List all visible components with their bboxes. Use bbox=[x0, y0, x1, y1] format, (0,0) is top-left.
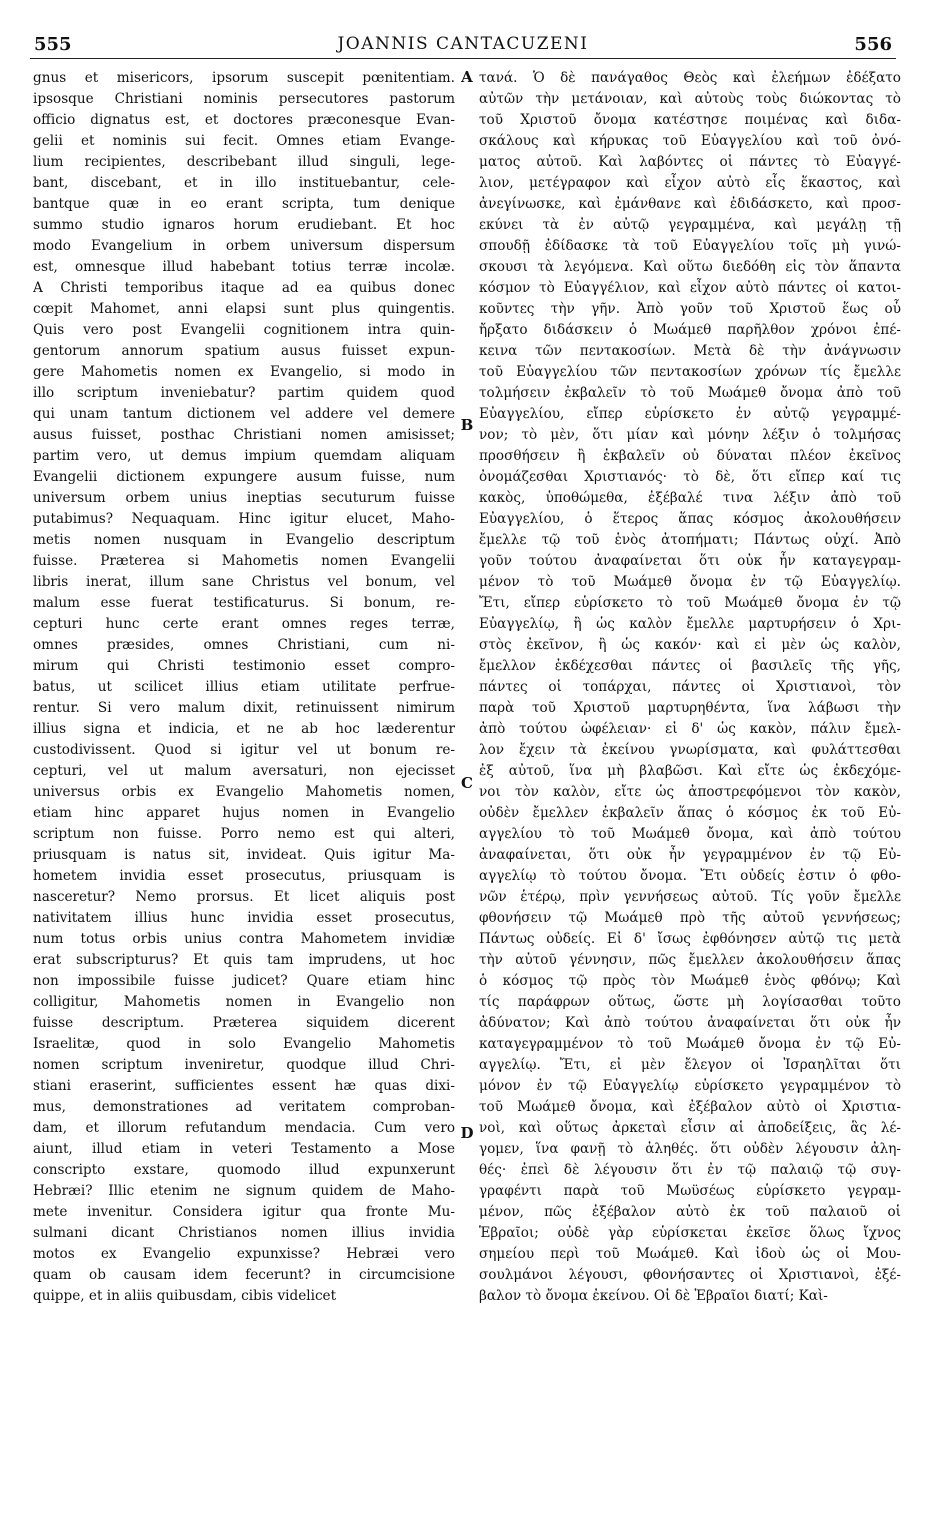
greek-text-line: φθονήσειν τῷ Μωάμεθ πρὸ τῆς αὐτοῦ γεννήσεως; bbox=[479, 910, 901, 926]
greek-text-line: λον ἔχειν τὰ ἐκείνου γνωρίσματα, καὶ φυλάττεσθαι bbox=[479, 742, 901, 758]
greek-text-line: κόσμον τὸ Εὐαγγέλιον, καὶ εἶχον αὐτὸ πάντες οἱ κατοι- bbox=[479, 280, 901, 296]
greek-text-line: μόνον ἐν τῷ Εὐαγγελίῳ εὑρίσκετο γεγραμμένον τὸ bbox=[479, 1078, 901, 1094]
greek-text-line: ματος αὐτοῦ. Καὶ λαβόντες οἱ πάντες τὸ Εὐαγγέ- bbox=[479, 154, 901, 170]
latin-text-line: bantque quæ in eo erant scripta, tum denique bbox=[33, 196, 455, 212]
greek-text-line: κοῦντες τὴν γῆν. Ἀπὸ γοῦν τοῦ Χριστοῦ ἕως οὗ bbox=[479, 301, 901, 317]
section-marker-c: C bbox=[461, 774, 473, 792]
greek-text-line: μένον, πῶς ἐξέβαλον αὐτὸ ἐκ τοῦ παλαιοῦ οἱ bbox=[479, 1204, 901, 1220]
latin-text-line: mus, demonstrationes ad veritatem comproban- bbox=[33, 1099, 455, 1115]
latin-text-line: custodivissent. Quod si igitur vel ut bonum re- bbox=[33, 742, 455, 758]
greek-text-line: γραφέντι παρὰ τοῦ Μωϋσέως εὑρίσκετο γεγραμ- bbox=[479, 1183, 901, 1199]
greek-text-line: νοὶ, καὶ οὕτως ἀρκεταὶ εἶσιν αἱ ἀποδείξεις, ἃς λέ- bbox=[479, 1120, 901, 1136]
latin-text-line: est, omnesque illud habebant totius terræ incolæ. bbox=[33, 259, 455, 275]
latin-text-line: gere Mahometis nomen ex Evangelio, si modo in bbox=[33, 364, 455, 380]
latin-text-line: universus orbis ex Evangelio Mahometis nomen, bbox=[33, 784, 455, 800]
section-marker-d: D bbox=[460, 1124, 474, 1142]
greek-text-line: τοῦ Χριστοῦ ὄνομα κατέστησε ποιμένας καὶ διδα- bbox=[479, 112, 901, 128]
greek-column bbox=[479, 68, 901, 1528]
greek-text-line: τανά. Ὁ δὲ πανάγαθος Θεὸς καὶ ἐλεήμων ἐδέξατο bbox=[479, 70, 901, 86]
greek-text-line: καταγεγραμμένον τὸ τοῦ Μωάμεθ ὄνομα ἐν τῷ Εὐ- bbox=[479, 1036, 901, 1052]
latin-text-line: Quis vero post Evangelii cognitionem intra quin- bbox=[33, 322, 455, 338]
greek-text-line: τίς παράφρων οὕτως, ὥστε μὴ λογίσασθαι τοῦτο bbox=[479, 994, 901, 1010]
latin-text-line: qui unam tantum dictionem vel addere vel demere bbox=[33, 406, 455, 422]
greek-text-line: τολμήσειν ἐκβαλεῖν τὸ τοῦ Μωάμεθ ὄνομα ἀπὸ τοῦ bbox=[479, 385, 901, 401]
greek-text-line: νοι τὸν καλὸν, εἴτε ὡς ἀποστρεφόμενοι τὸν κακὸν, bbox=[479, 784, 901, 800]
latin-text-line: omnes præsides, omnes Christiani, cum ni- bbox=[33, 637, 455, 653]
latin-text-line: colligitur, Mahometis nomen in Evangelio non bbox=[33, 994, 455, 1010]
latin-text-line: putabimus? Nequaquam. Hinc igitur elucet, Maho- bbox=[33, 511, 455, 527]
greek-text-line: ἀπὸ τούτου ὠφέλειαν· εἰ δ' ὡς κακὸν, πάλιν ἔμελ- bbox=[479, 721, 901, 737]
latin-text-line: sulmani dicant Christianos nomen illius invidia bbox=[33, 1225, 455, 1241]
latin-text-line: ipsosque Christiani nominis persecutores pastorum bbox=[33, 91, 455, 107]
greek-text-line: γομεν, ἵνα φανῇ τὸ ἀληθές. ὅτι οὐδὲν λέγουσιν ἀλη- bbox=[479, 1141, 901, 1157]
latin-text-line: nomen scriptum inveniretur, quodque illud Chri- bbox=[33, 1057, 455, 1073]
latin-text-line: partim vero, ut demus impium quemdam aliquam bbox=[33, 448, 455, 464]
latin-text-line: hometem invidia esset prosecutus, priusquam is bbox=[33, 868, 455, 884]
latin-text-line: mete invenitur. Considera igitur qua fronte Mu- bbox=[33, 1204, 455, 1220]
latin-text-line: Israelitæ, quod in solo Evangelio Mahometis bbox=[33, 1036, 455, 1052]
latin-text-line: summo studio ignaros horum erudiebant. Et hoc bbox=[33, 217, 455, 233]
greek-text-line: σπουδῇ ἐδίδασκε τὰ τοῦ Εὐαγγελίου τοῖς μὴ γινώ- bbox=[479, 238, 901, 254]
greek-text-line: θές· ἐπεὶ δὲ λέγουσιν ὅτι ἐν τῷ παλαιῷ τῷ συγ- bbox=[479, 1162, 901, 1178]
latin-text-line: Hebræi? Illic etenim ne signum quidem de Maho- bbox=[33, 1183, 455, 1199]
greek-text-line: Εὐαγγελίου, ὁ ἕτερος ἅπας κόσμος ἀκολουθήσειν bbox=[479, 511, 901, 527]
latin-text-line: stiani eraserint, sufficientes essent hæ quas dixi- bbox=[33, 1078, 455, 1094]
greek-text-line: Ἑβραῖοι; οὐδὲ γὰρ εὑρίσκεται ἐκεῖσε ὅλως ἴχνος bbox=[479, 1225, 901, 1241]
latin-text-line: aiunt, illud etiam in veteri Testamento a Mose bbox=[33, 1141, 455, 1157]
greek-text-line: πάντες οἱ τοπάρχαι, πάντες οἱ Χριστιανοὶ, τὸν bbox=[479, 679, 901, 695]
latin-text-line: metis nomen nusquam in Evangelio descriptum bbox=[33, 532, 455, 548]
latin-text-line: motos ex Evangelio expunxisse? Hebræi vero bbox=[33, 1246, 455, 1262]
greek-text-line: βαλον τὸ ὄνομα ἐκείνου. Οἱ δὲ Ἑβραῖοι διατί; Καὶ- bbox=[479, 1288, 828, 1304]
latin-text-line: fuisse descriptum. Præterea siquidem dicerent bbox=[33, 1015, 455, 1031]
running-title: JOANNIS CANTACUZENI bbox=[337, 34, 589, 54]
right-page-number: 556 bbox=[854, 34, 892, 55]
latin-text-line: gnus et misericors, ipsorum suscepit pœnitentiam. bbox=[33, 70, 455, 86]
greek-text-line: τὴν αὐτοῦ γέννησιν, πῶς ἔμελλεν ἀκολουθήσειν ἅπας bbox=[479, 952, 901, 968]
latin-text-line: Evangelii dictionem expungere ausum fuisse, num bbox=[33, 469, 455, 485]
latin-text-line: priusquam is natus sit, invideat. Quis igitur Ma- bbox=[33, 847, 455, 863]
greek-text-line: προσθήσειν ἢ ἐκβαλεῖν οὐ δύναται πλέον ἐκεῖνος bbox=[479, 448, 901, 464]
latin-text-line: bant, discebant, et in illo instituebantur, cele- bbox=[33, 175, 455, 191]
latin-text-line: ausus fuisset, posthac Christiani nomen amisisset; bbox=[33, 427, 455, 443]
greek-text-line: ἔμελλε τῷ τοῦ ἑνὸς ἀτοπήματι; Πάντως οὐχί. Ἀπὸ bbox=[479, 532, 901, 548]
greek-text-line: εκύνει τὰ ἐν αὐτῷ γεγραμμένα, καὶ μεγάλῃ τῇ bbox=[479, 217, 901, 233]
greek-text-line: Πάντως οὐδείς. Εἰ δ' ἴσως ἐφθόνησεν αὐτῷ τις μετὰ bbox=[479, 931, 901, 947]
greek-text-line: γοῦν τούτου ἀναφαίνεται ὅτι οὐκ ἦν καταγεγραμ- bbox=[479, 553, 901, 569]
greek-text-line: σκουσι τὰ λεγόμενα. Καὶ οὕτω διεδόθη εἰς τὸν ἅπαντα bbox=[479, 259, 901, 275]
greek-text-line: στὸς ἐκεῖνον, ἢ ὡς κακόν· καὶ εἰ μὲν ὡς καλὸν, bbox=[479, 637, 901, 653]
latin-text-line: cepturi hunc certe erant omnes reges terræ, bbox=[33, 616, 455, 632]
greek-text-line: κεινα τῶν πεντακοσίων. Μετὰ δὲ τὴν ἀνάγνωσιν bbox=[479, 343, 901, 359]
greek-text-line: ὁ κόσμος τῷ πρὸς τὸν Μωάμεθ ἑνὸς φθόνῳ; Καὶ bbox=[479, 973, 901, 989]
latin-text-line: modo Evangelium in orbem universum dispersum bbox=[33, 238, 455, 254]
greek-text-line: λιον, μετέγραφον καὶ εἶχον αὐτὸ εἷς ἕκαστος, καὶ bbox=[479, 175, 901, 191]
latin-column bbox=[33, 68, 455, 1528]
section-marker-b: B bbox=[460, 416, 474, 434]
greek-text-line: ἀναφαίνεται, ὅτι οὐκ ἦν γεγραμμένον ἐν τῷ Εὐ- bbox=[479, 847, 901, 863]
greek-text-line: σουλμάνοι λέγουσι, φθονήσαντες οἱ Χριστιανοὶ, ἐξέ- bbox=[479, 1267, 901, 1283]
latin-text-line: cepturi, vel ut malum aversaturi, non ejecisset bbox=[33, 763, 455, 779]
greek-text-line: ἀνεγίνωσκε, καὶ ἐμάνθανε καὶ ἐδιδάσκετο, καὶ προσ- bbox=[479, 196, 901, 212]
page-header bbox=[30, 34, 896, 59]
latin-text-line: malum esse fuerat testificaturus. Si bonum, re- bbox=[33, 595, 455, 611]
latin-text-line: libris inerat, illum sane Christus vel bonum, vel bbox=[33, 574, 455, 590]
latin-text-line: universum orbem unius ineptias secuturum fuisse bbox=[33, 490, 455, 506]
latin-text-line: gentorum annorum spatium ausus fuisset expun- bbox=[33, 343, 455, 359]
latin-text-line: illius signa et indicia, et ne ab hoc læderentur bbox=[33, 721, 455, 737]
latin-text-line: dam, et illorum refutandum mendacia. Cum vero bbox=[33, 1120, 455, 1136]
greek-text-line: τοῦ Εὐαγγελίου τῶν πεντακοσίων χρόνων τίς ἔμελλε bbox=[479, 364, 901, 380]
latin-text-line: num totus orbis unius contra Mahometem invidiæ bbox=[33, 931, 455, 947]
left-page-number: 555 bbox=[34, 34, 72, 55]
latin-text-line: non impossibile fuisse judicet? Quare etiam hinc bbox=[33, 973, 455, 989]
greek-text-line: νῶν ἑτέρῳ, πρὶν γεννήσεως αὐτοῦ. Τίς γοῦν ἔμελλε bbox=[479, 889, 901, 905]
greek-text-line: ἀδύνατον; Καὶ ἀπὸ τούτου ἀναφαίνεται ὅτι οὐκ ἦν bbox=[479, 1015, 901, 1031]
latin-text-line: cœpit Mahomet, anni elapsi sunt plus quingentis. bbox=[33, 301, 455, 317]
greek-text-line: τοῦ Μωάμεθ ὄνομα, καὶ ἐξέβαλον αὐτὸ οἱ Χριστια- bbox=[479, 1099, 901, 1115]
greek-text-line: Ἔτι, εἴπερ εὑρίσκετο τὸ τοῦ Μωάμεθ ὄνομα ἐν τῷ bbox=[479, 595, 901, 611]
greek-text-line: αὐτῶν τὴν μετάνοιαν, καὶ αὐτοὺς τοὺς διώκοντας τὸ bbox=[479, 91, 901, 107]
greek-text-line: κακὸς, ὑποθώμεθα, ἐξέβαλέ τινα λέξιν ἀπὸ τοῦ bbox=[479, 490, 901, 506]
greek-text-line: οὐδὲν ἔμελλεν ἐκβαλεῖν ἅπας ὁ κόσμος ἐκ τοῦ Εὐ- bbox=[479, 805, 901, 821]
latin-text-line: erat subscripturus? Et quis tam imprudens, ut hoc bbox=[33, 952, 455, 968]
latin-text-line: scriptum non fuisse. Porro nemo est qui alteri, bbox=[33, 826, 455, 842]
greek-text-line: αγγελίῳ τὸ τούτου ὄνομα. Ἔτι οὐδείς ἐστιν ὁ φθο- bbox=[479, 868, 901, 884]
greek-text-line: ἐξ αὐτοῦ, ἵνα μὴ βλαβῶσι. Καὶ εἴτε ὡς ἐκδεχόμε- bbox=[479, 763, 901, 779]
section-marker-a: A bbox=[461, 68, 473, 86]
latin-text-line: mirum qui Christi testimonio esset compro- bbox=[33, 658, 455, 674]
greek-text-line: Εὐαγγελίῳ, ἢ ὡς καλὸν ἔμελλε μαρτυρήσειν ὁ Χρι- bbox=[479, 616, 901, 632]
latin-text-line: fuisse. Præterea si Mahometis nomen Evangelii bbox=[33, 553, 455, 569]
greek-text-line: ὀνομάζεσθαι Χριστιανός· τὸ δὲ, ὅτι εἴπερ καί τις bbox=[479, 469, 901, 485]
greek-text-line: αγγελίῳ. Ἔτι, εἰ μὲν ἔλεγον οἱ Ἰσραηλῖται ὅτι bbox=[479, 1057, 901, 1073]
greek-text-line: Εὐαγγελίου, εἴπερ εὑρίσκετο ἐν αὐτῷ γεγραμμέ- bbox=[479, 406, 901, 422]
latin-text-line: etiam hinc apparet hujus nomen in Evangelio bbox=[33, 805, 455, 821]
latin-text-line: A Christi temporibus itaque ad ea quibus donec bbox=[33, 280, 455, 296]
latin-text-line: quam ob causam idem fecerunt? in circumcisione bbox=[33, 1267, 455, 1283]
latin-text-line: gelii et nominis sui fecit. Omnes etiam Evange- bbox=[33, 133, 455, 149]
greek-text-line: σημείου περὶ τοῦ Μωάμεθ. Καὶ ἰδοὺ ὡς οἱ Μου- bbox=[479, 1246, 901, 1262]
greek-text-line: ἤρξατο διδάσκειν ὁ Μωάμεθ παρῆλθον χρόνοι ἐπέ- bbox=[479, 322, 901, 338]
latin-text-line: conscripto exstare, quomodo illud expunxerunt bbox=[33, 1162, 455, 1178]
latin-text-line: rentur. Si vero malum dixit, retinuissent nimirum bbox=[33, 700, 455, 716]
latin-text-line: illo scriptum inveniebatur? partim quidem quod bbox=[33, 385, 455, 401]
latin-text-line: batus, ut scilicet illius etiam utilitate perfrue- bbox=[33, 679, 455, 695]
latin-text-line: lium recipientes, describebant illud singuli, lege- bbox=[33, 154, 455, 170]
greek-text-line: ἔμελλον ἐκδέχεσθαι πάντες οἱ βασιλεῖς τῆς γῆς, bbox=[479, 658, 901, 674]
latin-text-line: nasceretur? Nemo prorsus. Et licet aliquis post bbox=[33, 889, 455, 905]
greek-text-line: νον; τὸ μὲν, ὅτι μίαν καὶ μόνην λέξιν ὁ τολμήσας bbox=[479, 427, 901, 443]
greek-text-line: παρὰ τοῦ Χριστοῦ μαρτυρηθέντα, ἵνα λάβωσι τὴν bbox=[479, 700, 901, 716]
greek-text-line: αγγελίου τὸ τοῦ Μωάμεθ ὄνομα, καὶ ἀπὸ τούτου bbox=[479, 826, 901, 842]
greek-text-line: μένον τὸ τοῦ Μωάμεθ ὄνομα ἐν τῷ Εὐαγγελίῳ. bbox=[479, 574, 901, 590]
latin-text-line: officio dignatus est, et doctores præconesque Evan- bbox=[33, 112, 455, 128]
greek-text-line: σκάλους καὶ κήρυκας τοῦ Εὐαγγελίου καὶ τοῦ ὀνό- bbox=[479, 133, 901, 149]
latin-text-line: nativitatem illius hunc invidia esset prosecutus, bbox=[33, 910, 455, 926]
latin-text-line: quippe, et in aliis quibusdam, cibis videlicet bbox=[33, 1288, 337, 1304]
